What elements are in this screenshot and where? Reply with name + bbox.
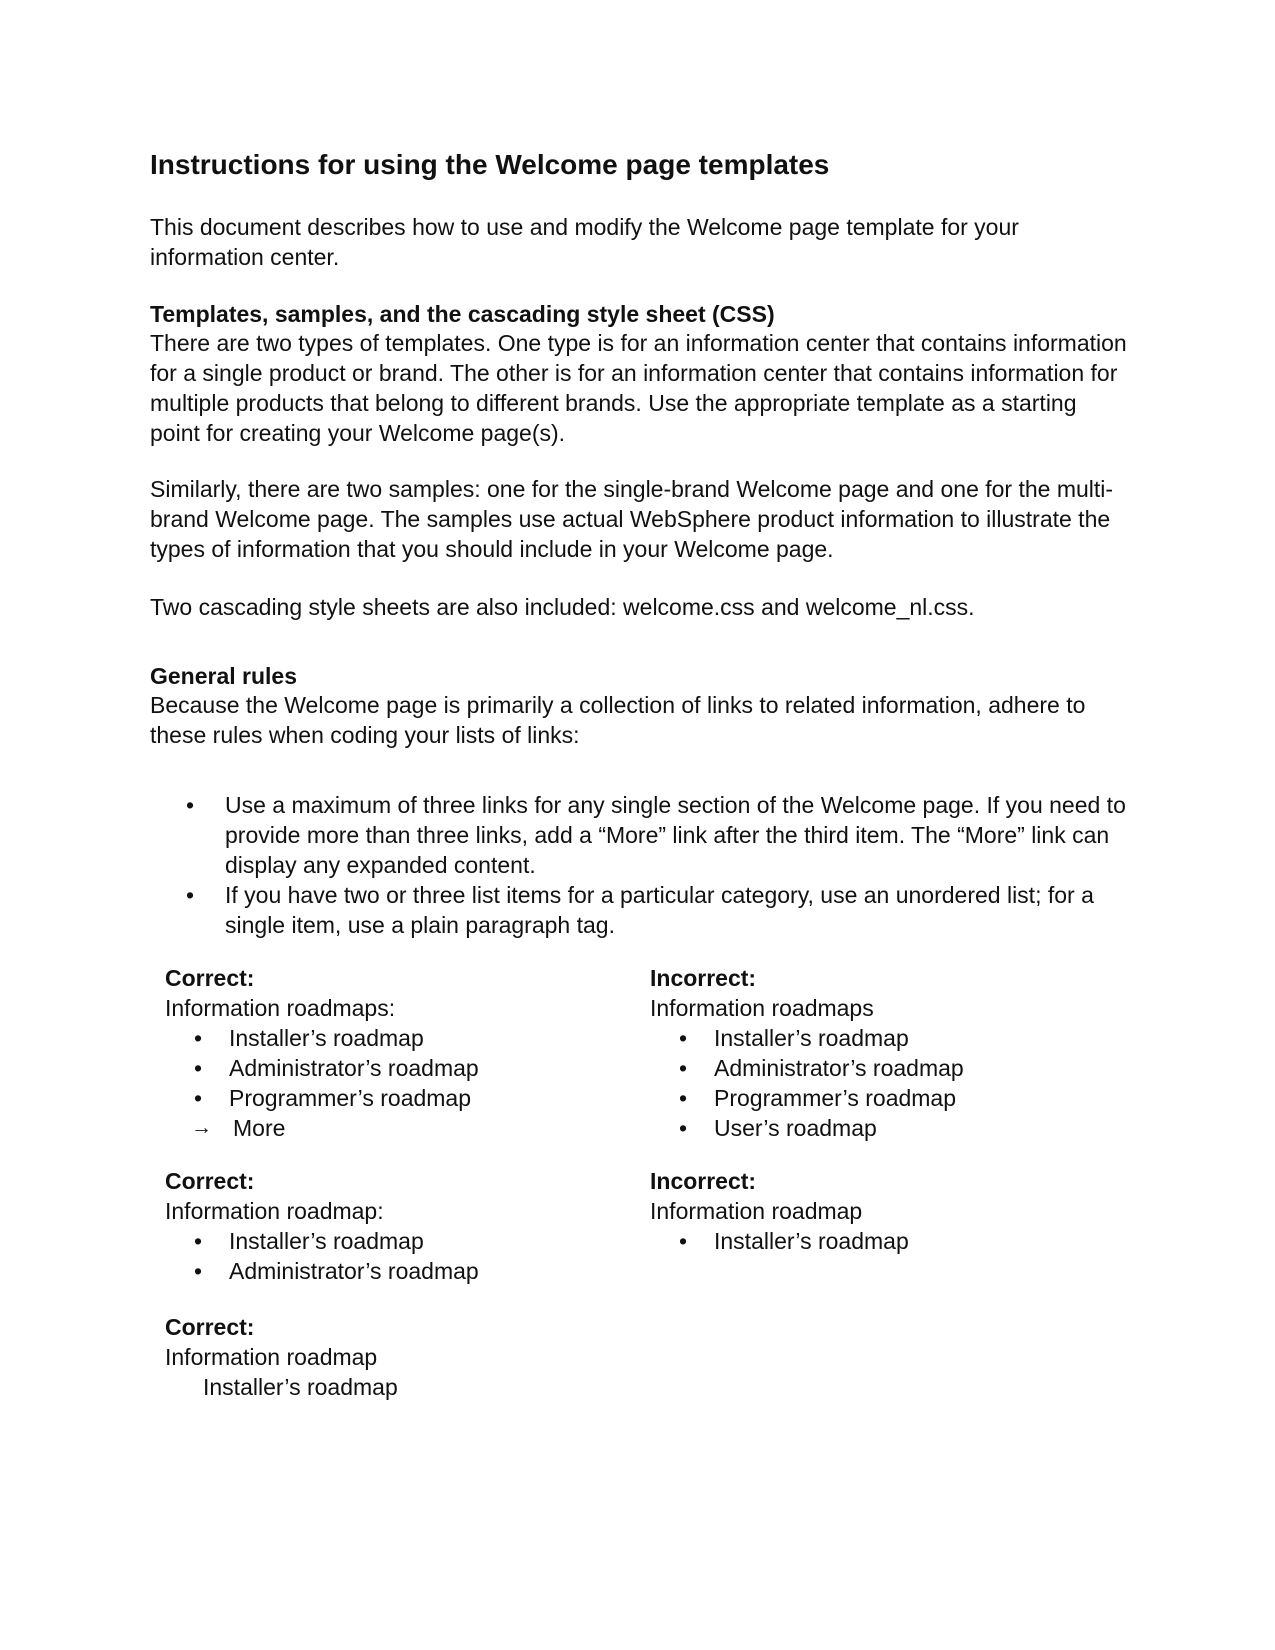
css-paragraph: Two cascading style sheets are also included: welcome.css and welcome_nl.css.	[150, 594, 975, 620]
example-correct-2	[165, 1166, 479, 1286]
example-list	[650, 1023, 964, 1143]
document-title: Instructions for using the Welcome page templates	[150, 149, 830, 180]
rules-list	[150, 790, 1130, 940]
bullet-icon: •	[194, 1085, 203, 1111]
list-item	[165, 1113, 479, 1143]
example-incorrect-1	[650, 963, 964, 1143]
roadmap-link: Administrator’s roadmap	[229, 1055, 479, 1081]
list-item	[150, 790, 1130, 880]
list-item	[650, 1226, 909, 1256]
list-item	[165, 1226, 479, 1256]
roadmap-link: Programmer’s roadmap	[229, 1085, 472, 1111]
roadmap-link: Administrator’s roadmap	[714, 1055, 964, 1081]
samples-paragraph: Similarly, there are two samples: one for the single-brand Welcome page and one for the multi-brand Welcome page. The samples use actual WebSphere product information to illustrate the types of information that you should include in your Welcome page.	[150, 476, 1114, 562]
example-correct-1	[165, 963, 479, 1143]
bullet-icon: •	[194, 1025, 203, 1051]
templates-paragraph: There are two types of templates. One type is for an information center that contains information for a single product or brand. The other is for an information center that contains information for multiple products that belong to different brands. Use the appropriate template as a starting point for creating your Welcome page(s).	[150, 330, 1127, 446]
list-item	[650, 1083, 964, 1113]
bullet-icon: •	[679, 1228, 688, 1254]
bullet-icon: •	[194, 1228, 203, 1254]
example-subtitle: Information roadmaps	[650, 995, 874, 1021]
example-list	[650, 1226, 909, 1256]
bullet-icon: •	[679, 1115, 688, 1141]
roadmap-link: Programmer’s roadmap	[714, 1085, 957, 1111]
rule-text: Use a maximum of three links for any single section of the Welcome page. If you need to provide more than three links, add a “More” link after the third item. The “More” link can display any expanded content.	[225, 792, 1126, 878]
intro-paragraph: This document describes how to use and modify the Welcome page template for your information center.	[150, 214, 1019, 270]
list-item	[165, 1023, 479, 1053]
example-incorrect-2	[650, 1166, 909, 1256]
example-subtitle: Information roadmap	[650, 1198, 863, 1224]
list-item	[165, 1053, 479, 1083]
rule-text: If you have two or three list items for a particular category, use an unordered list; for a single item, use a plain paragraph tag.	[225, 882, 1094, 938]
example-list	[165, 1226, 479, 1286]
roadmap-link: Installer’s roadmap	[229, 1025, 424, 1051]
roadmap-link: User’s roadmap	[714, 1115, 877, 1141]
example-subtitle: Information roadmap:	[165, 1198, 384, 1224]
roadmap-link: Administrator’s roadmap	[229, 1258, 479, 1284]
roadmap-link: Installer’s roadmap	[714, 1025, 909, 1051]
bullet-icon: •	[679, 1085, 688, 1111]
example-label: Incorrect:	[650, 1168, 757, 1194]
more-link: More	[233, 1115, 286, 1141]
example-label: Correct:	[165, 1168, 255, 1194]
example-label: Incorrect:	[650, 965, 757, 991]
bullet-icon: •	[194, 1055, 203, 1081]
list-item	[165, 1083, 479, 1113]
plain-roadmap-item: Installer’s roadmap	[203, 1374, 398, 1400]
bullet-icon: •	[186, 882, 195, 908]
example-label: Correct:	[165, 1314, 255, 1340]
bullet-icon: •	[679, 1025, 688, 1051]
list-item	[165, 1256, 479, 1286]
bullet-icon: •	[194, 1258, 203, 1284]
list-item	[650, 1023, 964, 1053]
list-item	[650, 1113, 964, 1143]
section-heading-general-rules: General rules	[150, 663, 298, 689]
roadmap-link: Installer’s roadmap	[229, 1228, 424, 1254]
example-subtitle: Information roadmaps:	[165, 995, 396, 1021]
example-label: Correct:	[165, 965, 255, 991]
example-list	[165, 1023, 479, 1143]
arrow-right-icon: →	[191, 1116, 212, 1139]
example-subtitle: Information roadmap	[165, 1344, 378, 1370]
general-rules-paragraph: Because the Welcome page is primarily a collection of links to related information, adhere to these rules when coding your lists of links:	[150, 692, 1086, 748]
section-heading-templates: Templates, samples, and the cascading style sheet (CSS)	[150, 301, 775, 327]
bullet-icon: •	[186, 792, 195, 818]
list-item	[150, 880, 1130, 940]
roadmap-link: Installer’s roadmap	[714, 1228, 909, 1254]
bullet-icon: •	[679, 1055, 688, 1081]
example-correct-3	[165, 1312, 398, 1402]
list-item	[650, 1053, 964, 1083]
